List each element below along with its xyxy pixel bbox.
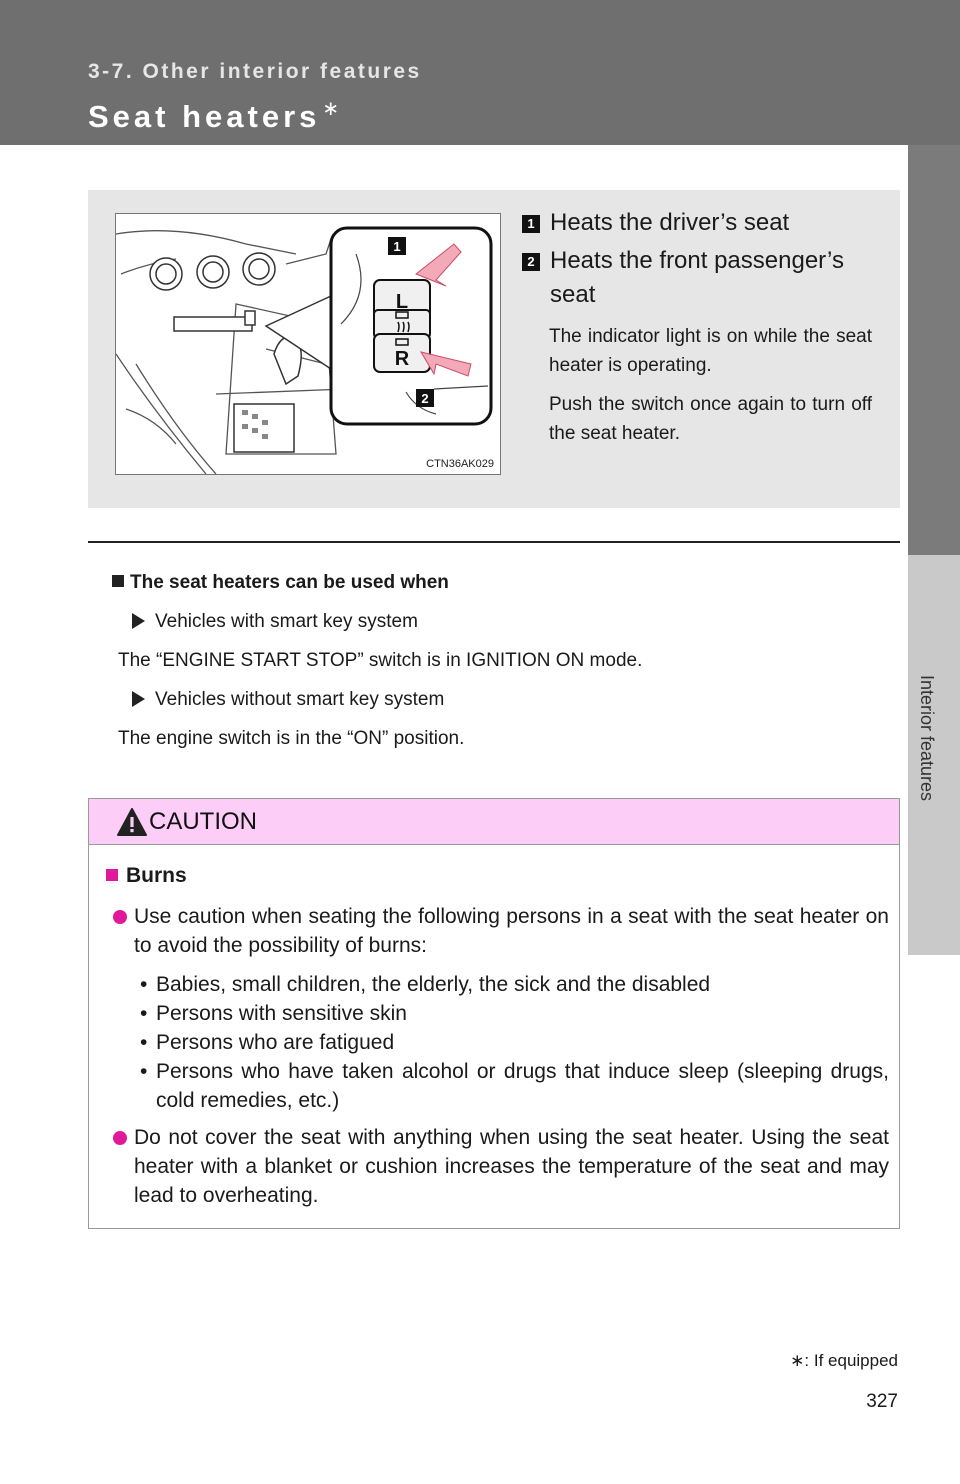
seat-heater-switch-illustration	[116, 214, 500, 474]
figure-callouts	[522, 206, 872, 448]
list-item: • Babies, small children, the elderly, the sick and the disabled	[134, 970, 889, 999]
callout-1-badge: 1	[522, 215, 540, 233]
caution-item-2	[106, 1123, 889, 1210]
callout-1	[522, 206, 872, 240]
caution-label: CAUTION	[149, 808, 257, 835]
caution-item-2-text: Do not cover the seat with anything when using the seat heater. Using the seat heater with a blanket or cushion increases the temperature of the seat and may lead to overheating.	[134, 1126, 889, 1207]
usage-heading	[112, 570, 892, 596]
warning-triangle-icon	[116, 807, 148, 837]
usage-case-1-label-text: Vehicles with smart key system	[155, 611, 418, 632]
callout-2	[522, 244, 872, 312]
callout-1-figure-badge: 1	[393, 239, 401, 254]
figure-note-turn-off: Push the switch once again to turn off the seat heater.	[549, 394, 872, 444]
figure-note-indicator: The indicator light is on while the seat heater is operating.	[549, 326, 872, 376]
usage-conditions	[112, 570, 892, 765]
dot-bullet-icon	[113, 910, 127, 924]
switch-right-letter: R	[394, 348, 410, 370]
caution-item-1-text: Use caution when seating the following persons in a seat with the seat heater on to avoid the possibility of burns:	[134, 905, 889, 957]
triangle-arrow-icon	[132, 691, 145, 707]
caution-heading	[106, 861, 889, 890]
caution-person-list	[134, 970, 889, 1115]
caution-heading-text: Burns	[126, 864, 187, 887]
usage-case-2-label	[132, 687, 892, 713]
caution-box	[88, 798, 900, 1229]
usage-heading-text: The seat heaters can be used when	[130, 572, 449, 593]
dot-bullet-icon	[113, 1131, 127, 1145]
chapter-number-strip	[908, 145, 960, 555]
triangle-arrow-icon	[132, 613, 145, 629]
square-bullet-icon	[106, 869, 118, 881]
usage-case-1-text: The “ENGINE START STOP” switch is in IGNITION ON mode.	[118, 650, 643, 671]
section-label: 3-7. Other interior features	[88, 60, 422, 83]
seat-heater-figure	[115, 213, 501, 475]
list-item-text: Babies, small children, the elderly, the sick and the disabled	[156, 973, 711, 996]
title-text: Seat heaters	[88, 99, 321, 134]
caution-body	[89, 845, 899, 1210]
page-header	[0, 0, 960, 145]
callout-2-badge: 2	[522, 253, 540, 271]
list-item-text: Persons who have taken alcohol or drugs that induce sleep (sleeping drugs, cold remedies, etc.)	[156, 1060, 889, 1112]
usage-case-2-label-text: Vehicles without smart key system	[155, 689, 445, 710]
list-item: • Persons who have taken alcohol or drugs that induce sleep (sleeping drugs, cold remedies, etc.)	[134, 1057, 889, 1115]
list-item-text: Persons with sensitive skin	[156, 1002, 407, 1025]
callout-2-figure-badge: 2	[421, 391, 429, 406]
chapter-title: Interior features	[917, 675, 937, 802]
chapter-title-strip	[908, 555, 960, 955]
callout-1-text: Heats the driver’s seat	[550, 209, 790, 236]
page-number: 327	[866, 1391, 898, 1412]
usage-case-2-text: The engine switch is in the “ON” position.	[118, 728, 465, 749]
caution-header	[89, 799, 899, 845]
page-title	[88, 96, 343, 135]
footnote: ∗: If equipped	[790, 1351, 898, 1370]
usage-case-1-label	[132, 609, 892, 635]
chapter-side-tab	[908, 145, 960, 1245]
list-item-text: Persons who are fatigued	[156, 1031, 395, 1054]
figure-code: CTN36AK029	[426, 458, 494, 470]
section-divider	[88, 541, 900, 543]
list-item: • Persons with sensitive skin	[134, 999, 889, 1028]
callout-2-text: Heats the front passenger’s seat	[550, 247, 844, 308]
square-bullet-icon	[112, 575, 124, 587]
caution-item-1	[106, 902, 889, 960]
title-footnote-mark: ∗	[322, 98, 344, 120]
switch-left-letter: L	[395, 291, 409, 313]
list-item: • Persons who are fatigued	[134, 1028, 889, 1057]
